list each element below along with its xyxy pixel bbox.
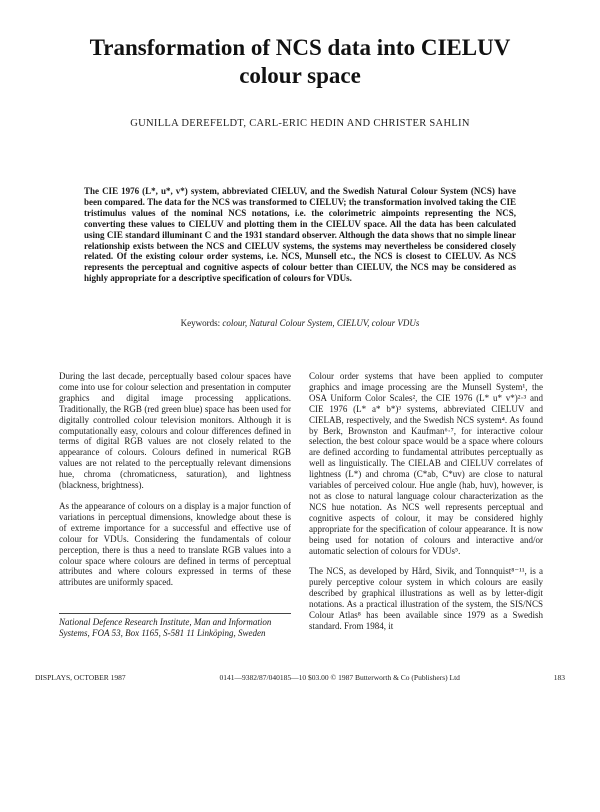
right-paragraph-2: The NCS, as developed by Hård, Sivik, and Tonnquist⁸⁻¹¹, is a purely perceptive colour system in which colours are easily described by graphical illustrations as well as by letter-digit notations. As a practical illustration of the system, the SIS/NCS Colour Atlas⁸ has been available since 1979 as a Swedish standard. From 1984, it — [309, 566, 543, 631]
keywords-label: Keywords: — [180, 318, 221, 328]
right-column — [309, 371, 543, 642]
left-paragraph-1: During the last decade, perceptually based colour spaces have come into use for colour selection and presentation in computer graphics and digital image processing applications. Traditionally, the RGB (red green blue) space has been used for digitally controlled colour television monitors. Although it is computationally easy, colours and colour differences defined in terms of digital RGB values are not closely related to the appearance of colours. Colours defined in numerical RGB values are not related to the perceptually relevant dimensions hue, chroma (chromaticness, saturation), and lightness (blackness, brightness). — [59, 371, 291, 491]
author-list: GUNILLA DEREFELDT, CARL-ERIC HEDIN AND CHRISTER SAHLIN — [130, 118, 470, 129]
author-affiliation: National Defence Research Institute, Man and Information Systems, FOA 53, Box 1165, S-581 11 Linköping, Sweden — [59, 617, 272, 638]
keywords — [40, 318, 560, 328]
left-paragraph-2: As the appearance of colours on a display is a major function of variations in perceptual dimensions, knowledge about these is of extreme importance for a successful and effective use of colour for VDUs. Considering the fundamentals of colour perception, there is thus a need to translate RGB values into a colour space where colours are defined in terms of perceptual attributes and where colours expressed in terms of these attributes are uniformly spaced. — [59, 500, 291, 588]
affiliation-divider — [59, 613, 291, 614]
title-line-2: colour space — [239, 63, 361, 88]
page-number: 183 — [553, 673, 565, 682]
abstract: The CIE 1976 (L*, u*, v*) system, abbreviated CIELUV, and the Swedish Natural Colour System (NCS) have been compared. The data for the NCS was transformed to CIELUV; the transformation involved taking the CIE tristimulus values of the nominal NCS notations, i.e. the colorimetric aimpoints representing the NCS, converting these values to CIELUV and plotting them in the CIELUV space. All the data has been calculated using CIE standard illuminant C and the 1931 standard observer. Although the data shows that no simple linear relationship exists between the NCS and CIELUV systems, the systems may nevertheless be considered closely related. Of the existing colour order systems, i.e. NCS, Munsell etc., the NCS is closest to CIELUV. As NCS represents the perceptual and cognitive aspects of colour better than CIELUV, the NCS may be considered as highly appropriate for a descriptive specification of colours for VDUs. — [84, 186, 516, 284]
title-line-1: Transformation of NCS data into CIELUV — [89, 35, 511, 60]
journal-issue: DISPLAYS, OCTOBER 1987 — [35, 673, 126, 682]
issn-copyright: 0141—9382/87/040185—10 $03.00 © 1987 Butterworth & Co (Publishers) Ltd — [219, 673, 460, 682]
paper-title — [40, 34, 560, 90]
left-column — [59, 371, 291, 598]
keywords-text: colour, Natural Colour System, CIELUV, colour VDUs — [222, 318, 420, 328]
page-footer — [35, 673, 565, 682]
right-paragraph-1: Colour order systems that have been applied to computer graphics and image processing are the Munsell System¹, the OSA Uniform Color Scales², the CIE 1976 (L* u* v*)²·³ and CIE 1976 (L* a* b*)³ systems, abbreviated CIELUV and CIELAB, respectively, and the Swedish NCS system⁴. As found by Berk, Brownston and Kaufman⁶·⁷, for interactive colour selection, the best colour space would be a space where colours are defined according to fundamental attributes perceptually as well as linguistically. The CIELAB and CIELUV correlates of lightness (L*) and chroma (C*ab, C*uv) are close to natural variables of perceived colour. Hue angle (hab, huv), however, is not as close to natural language colour characterization as the NCS hue notation. As NCS well represents perceptual and cognitive aspects of colour, it may be considered highly appropriate for the specification of colour appearance. It is now being used for notation of colours and interactive and/or automatic selection of colours for VDUs⁵. — [309, 371, 543, 556]
